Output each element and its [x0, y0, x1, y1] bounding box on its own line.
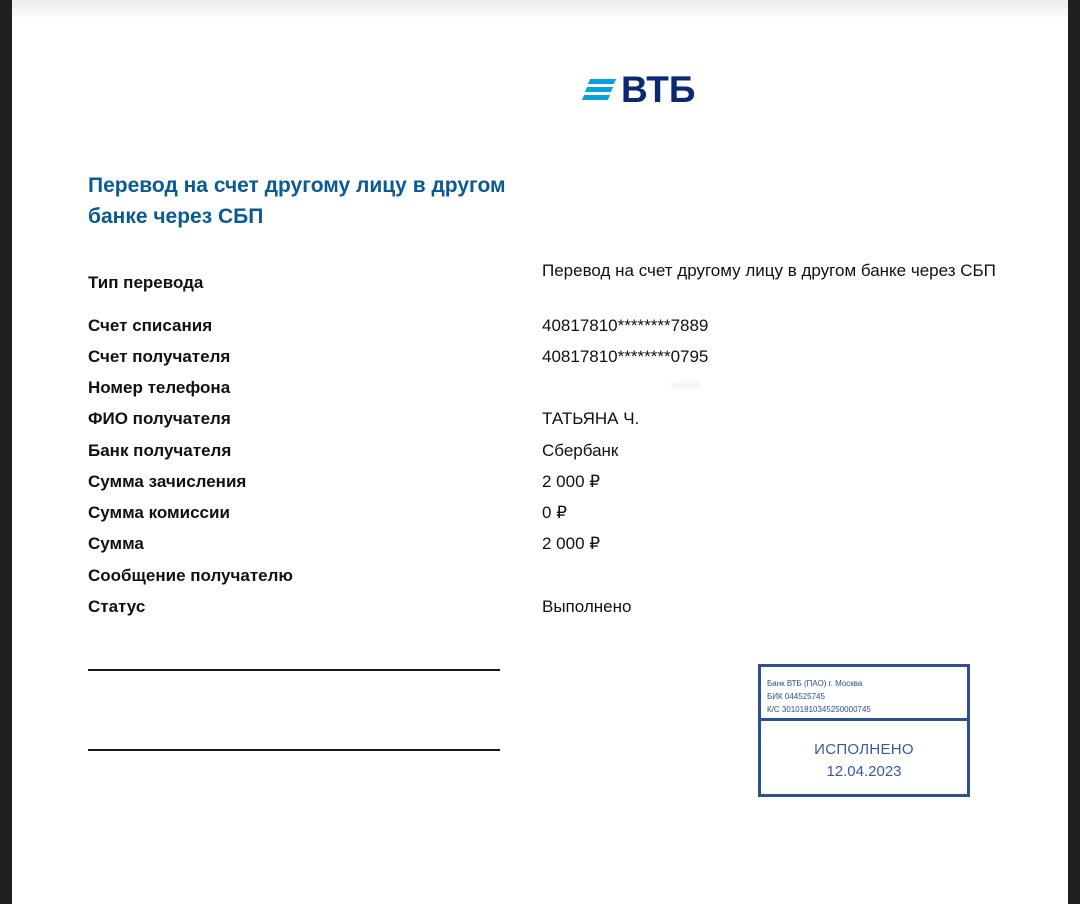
field-value: ТАТЬЯНА Ч.: [542, 409, 640, 428]
field-label: ФИО получателя: [88, 409, 231, 428]
field-value: 0 ₽: [542, 503, 567, 522]
stamp-bik: БИК 044525745: [767, 692, 825, 701]
signature-line: [88, 669, 500, 671]
field-value: 40817810********0795: [542, 347, 709, 366]
field-value: Сбербанк: [542, 441, 619, 460]
field-value: 40817810********7889: [542, 316, 709, 335]
field-label: Тип перевода: [88, 273, 204, 292]
field-value: 2 000 ₽: [542, 534, 601, 553]
field-label: Сумма: [88, 534, 144, 553]
field-value-redacted: ·····: [672, 375, 701, 394]
stamp-ks: К/С 30101810345250000745: [767, 705, 871, 714]
stamp-bank-name: Банк ВТБ (ПАО) г. Москва: [767, 679, 863, 688]
stamp-date: 12.04.2023: [826, 763, 902, 780]
vtb-logo-text: ВТБ: [621, 69, 696, 110]
field-label: Счет списания: [88, 316, 213, 335]
receipt-page: [12, 0, 1068, 904]
field-label: Сообщение получателю: [88, 566, 293, 585]
stamp-body: [761, 721, 967, 783]
document-title: Перевод на счет другому лицу в другом банке через СБП: [88, 174, 506, 228]
field-label: Статус: [88, 597, 146, 616]
field-label: Сумма комиссии: [88, 503, 230, 522]
page-top-shadow: [12, 0, 1068, 20]
stamp-status: ИСПОЛНЕНО: [814, 741, 914, 758]
field-label: Номер телефона: [88, 378, 231, 397]
field-label: Банк получателя: [88, 441, 232, 460]
vtb-logo: [583, 68, 696, 112]
vtb-logo-icon: [583, 77, 617, 103]
bank-stamp: [758, 664, 970, 797]
stamp-header: [761, 667, 967, 721]
field-value: 2 000 ₽: [542, 472, 601, 491]
field-value: Выполнено: [542, 597, 632, 616]
field-label: Сумма зачисления: [88, 472, 247, 491]
signature-line: [88, 749, 500, 751]
field-value: Перевод на счет другому лицу в другом банке через СБП: [542, 261, 996, 280]
field-label: Счет получателя: [88, 347, 231, 366]
